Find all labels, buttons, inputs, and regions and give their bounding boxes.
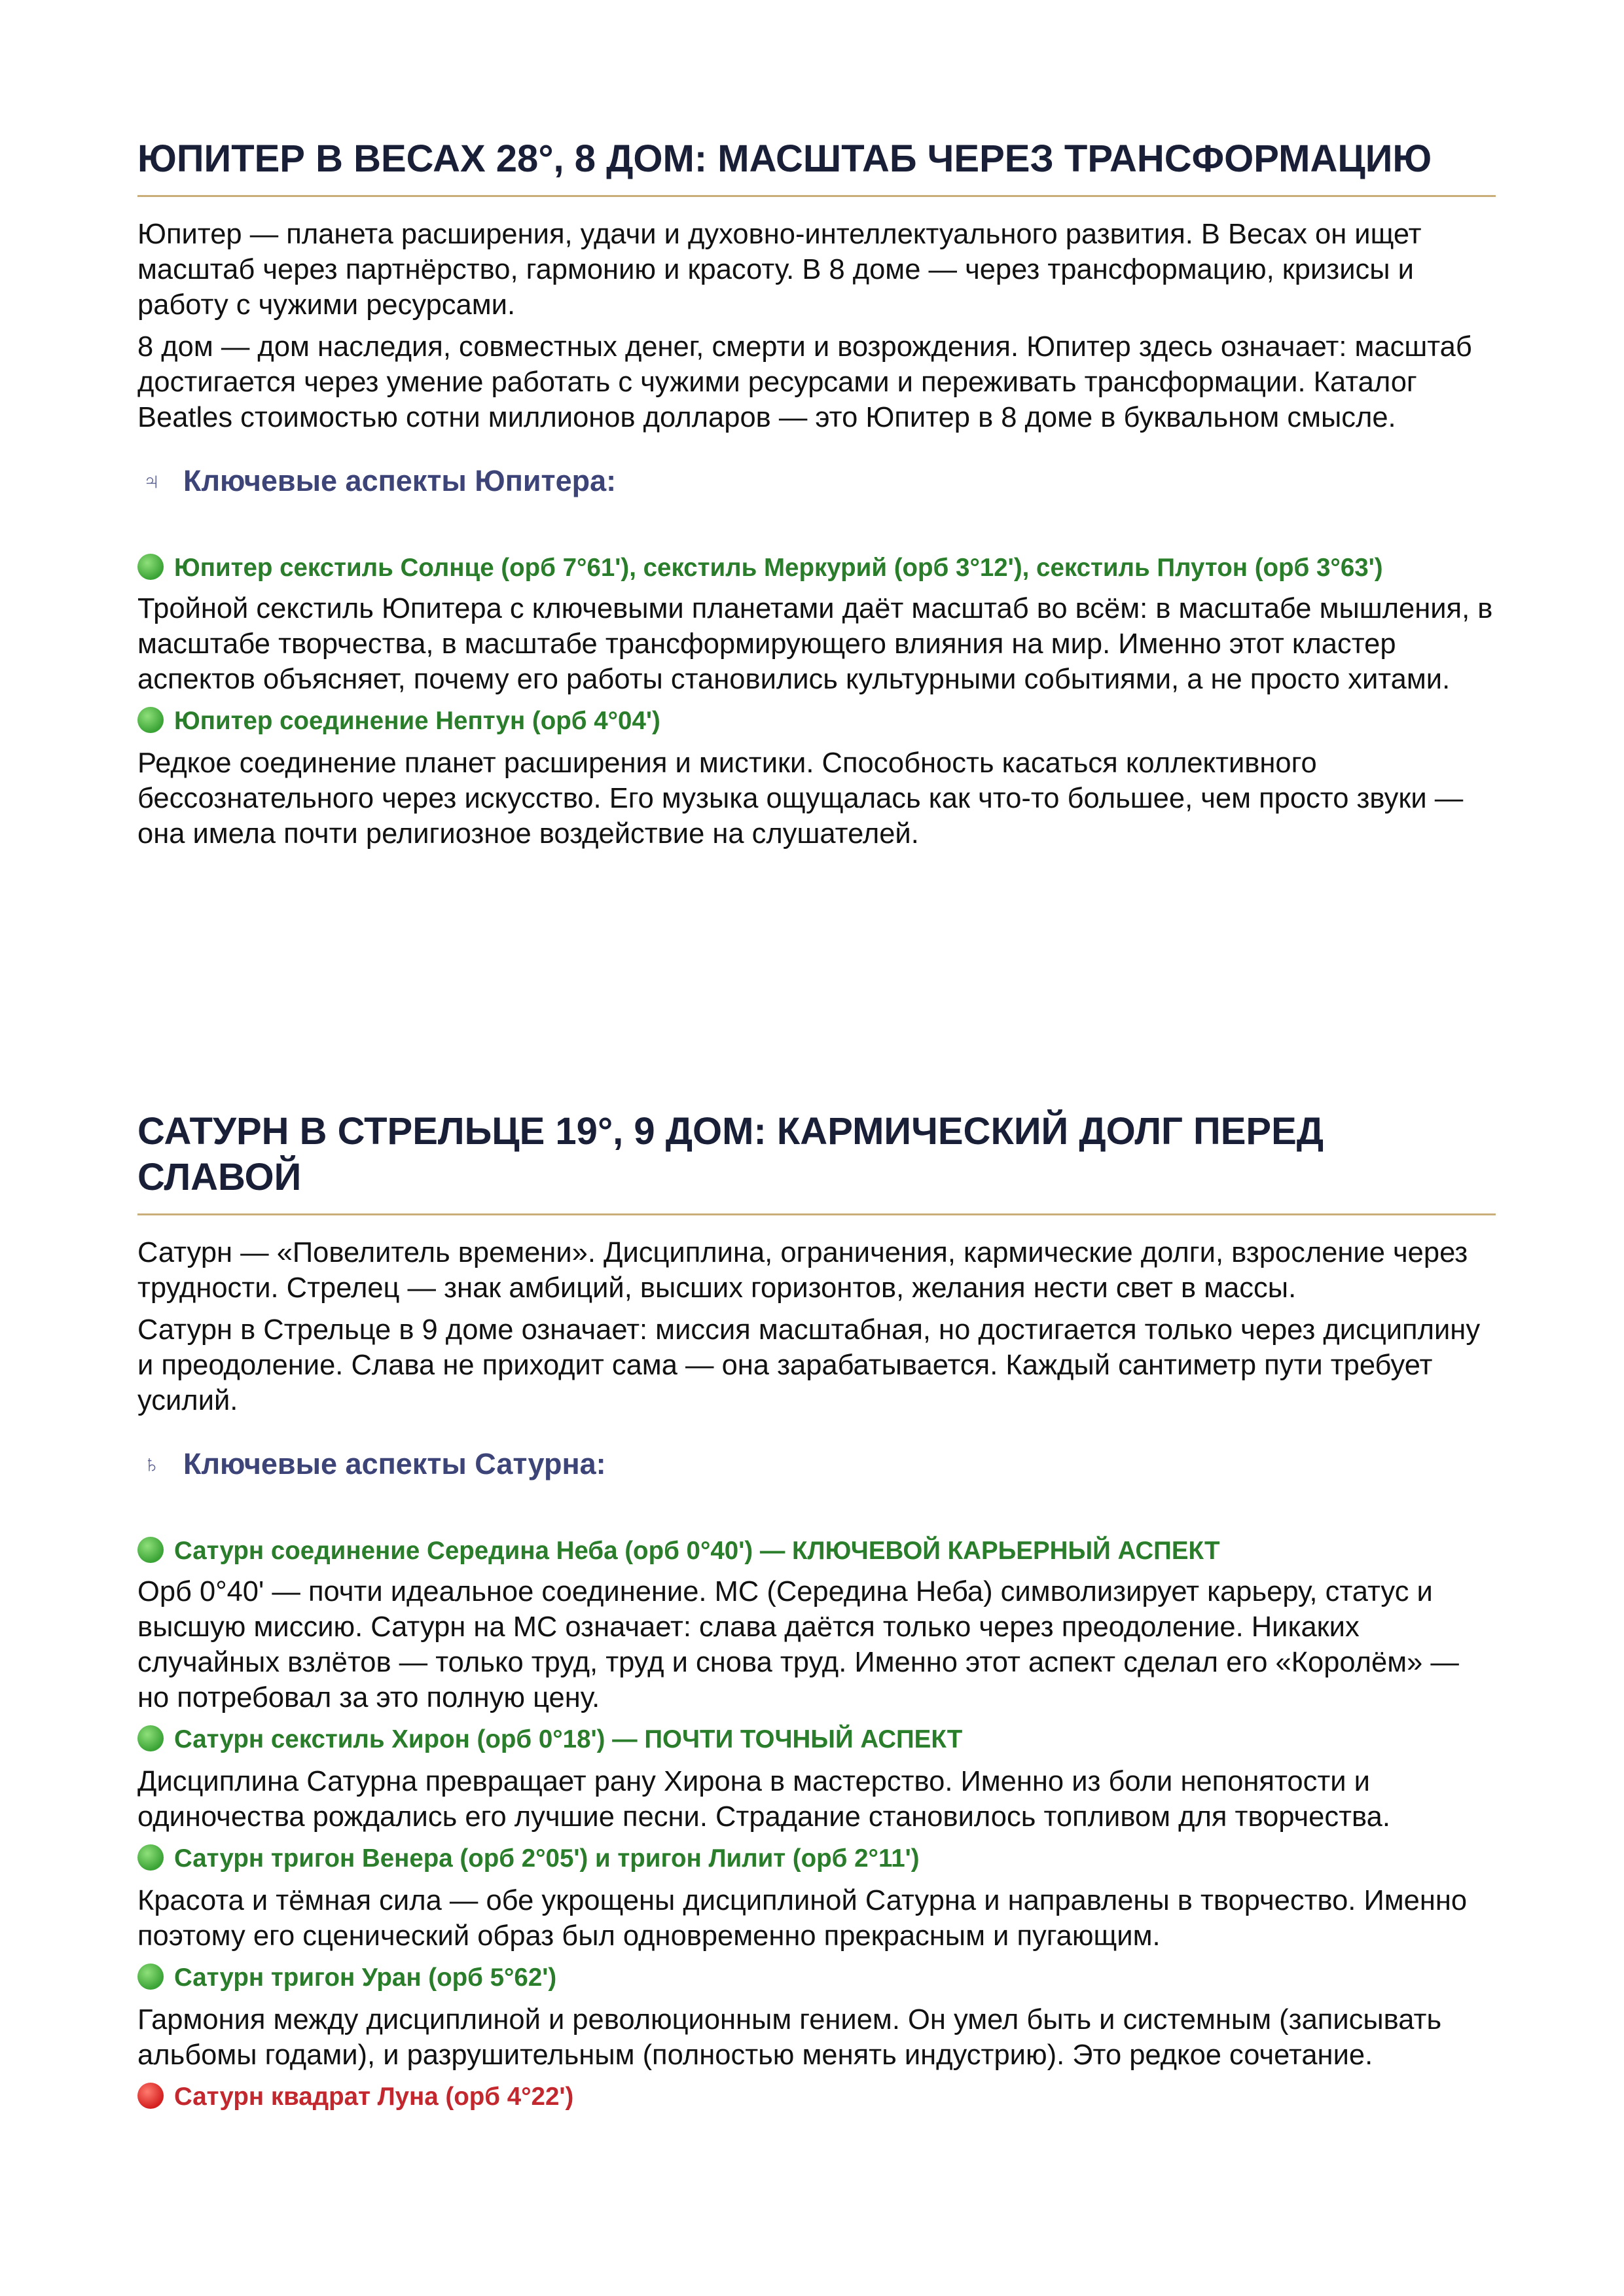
aspect-description: Орб 0°40' — почти идеальное соединение. MC (Середина Неба) символизирует карьеру, статус и высшую миссию. Сатурн на MC означает: слава даётся только через преодоление. Никаких случайных взлётов — только труд, труд и снова труд. Именно этот аспект сделал его «Королём» — но потребовал за это полную цену. <box>137 1576 1459 1713</box>
aspects-heading-label: Ключевые аспекты Юпитера: <box>183 464 617 497</box>
section-title: САТУРН В СТРЕЛЬЦЕ 19°, 9 ДОМ: КАРМИЧЕСКИЙ ДОЛГ ПЕРЕД СЛАВОЙ <box>137 1110 1324 1198</box>
aspect-title-text: Сатурн соединение Середина Неба (орб 0°40') — КЛЮЧЕВОЙ КАРЬЕРНЫЙ АСПЕКТ <box>174 1537 1220 1565</box>
aspect-title-text: Юпитер соединение Нептун (орб 4°04') <box>174 707 660 735</box>
aspects-heading <box>137 1446 1496 1482</box>
aspect-description: Дисциплина Сатурна превращает рану Хирона в мастерство. Именно из боли непонятости и одиночества рождались его лучшие песни. Страдание становилось топливом для творчества. <box>137 1766 1390 1833</box>
aspect-title <box>137 1962 1496 1994</box>
aspect-description: Гармония между дисциплиной и революционным гением. Он умел быть и системным (записывать альбомы годами), и разрушительным (полностью менять индустрию). Это редкое сочетание. <box>137 2004 1442 2071</box>
jupiter-symbol-icon: ♃ <box>143 467 160 494</box>
section-title: ЮПИТЕР В ВЕСАХ 28°, 8 ДОМ: МАСШТАБ ЧЕРЕЗ ТРАНСФОРМАЦИЮ <box>137 137 1432 180</box>
green-circle-icon <box>137 554 164 580</box>
saturn-symbol-icon: ♄ <box>143 1450 160 1477</box>
title-divider <box>137 1213 1496 1215</box>
saturn-section <box>137 1109 1496 2113</box>
aspects-heading-label: Ключевые аспекты Сатурна: <box>183 1447 606 1480</box>
green-circle-icon <box>137 1725 164 1751</box>
aspect-title-text: Сатурн тригон Уран (орб 5°62') <box>174 1964 557 1992</box>
aspect-description: Красота и тёмная сила — обе укрощены дисциплиной Сатурна и направлены в творчество. Именно поэтому его сценический образ был одновременно прекрасным и пугающим. <box>137 1885 1468 1952</box>
paragraph: Сатурн в Стрельце в 9 доме означает: миссия масштабная, но достигается только через дисциплину и преодоление. Слава не приходит сама — она зарабатывается. Каждый сантиметр пути требует усилий. <box>137 1314 1481 1416</box>
green-circle-icon <box>137 707 164 733</box>
aspect-title-text: Юпитер секстиль Солнце (орб 7°61'), секстиль Меркурий (орб 3°12'), секстиль Плутон (орб 3°63') <box>174 554 1383 582</box>
paragraph: Сатурн — «Повелитель времени». Дисциплина, ограничения, кармические долги, взросление через трудности. Стрелец — знак амбиций, высших горизонтов, желания нести свет в массы. <box>137 1237 1468 1304</box>
aspect-title-text: Сатурн квадрат Луна (орб 4°22') <box>174 2083 574 2111</box>
paragraph: 8 дом — дом наследия, совместных денег, смерти и возрождения. Юпитер здесь означает: масштаб достигается через умение работать с чужими ресурсами и переживать трансформации. Каталог Beatles стоимостью сотни миллионов долларов — это Юпитер в 8 доме в буквальном смысле. <box>137 331 1472 433</box>
green-circle-icon <box>137 1537 164 1563</box>
aspect-description: Тройной секстиль Юпитера с ключевыми планетами даёт масштаб во всём: в масштабе мышления, в масштабе творчества, в масштабе трансформирующего влияния на мир. Именно этот кластер аспектов объясняет, почему его работы становились культурными событиями, а не просто хитами. <box>137 593 1493 695</box>
jupiter-section <box>137 136 1496 852</box>
aspect-title-text: Сатурн секстиль Хирон (орб 0°18') — ПОЧТИ ТОЧНЫЙ АСПЕКТ <box>174 1725 963 1753</box>
green-circle-icon <box>137 1964 164 1990</box>
aspect-title-text: Сатурн тригон Венера (орб 2°05') и тригон Лилит (орб 2°11') <box>174 1844 920 1873</box>
aspect-title <box>137 705 1496 738</box>
green-circle-icon <box>137 1844 164 1871</box>
paragraph: Юпитер — планета расширения, удачи и духовно-интеллектуального развития. В Весах он ищет масштаб через партнёрство, гармонию и красоту. В 8 доме — через трансформацию, кризисы и работу с чужими ресурсами. <box>137 219 1422 321</box>
aspect-title <box>137 2081 1496 2113</box>
aspect-title <box>137 552 1496 584</box>
aspect-description: Редкое соединение планет расширения и мистики. Способность касаться коллективного бессознательного через искусство. Его музыка ощущалась как что-то большее, чем просто звуки — она имела почти религиозное воздействие на слушателей. <box>137 747 1464 850</box>
aspect-title <box>137 1842 1496 1875</box>
aspects-heading <box>137 463 1496 499</box>
red-circle-icon <box>137 2083 164 2109</box>
aspect-title <box>137 1535 1496 1568</box>
aspect-title <box>137 1723 1496 1756</box>
title-divider <box>137 195 1496 197</box>
